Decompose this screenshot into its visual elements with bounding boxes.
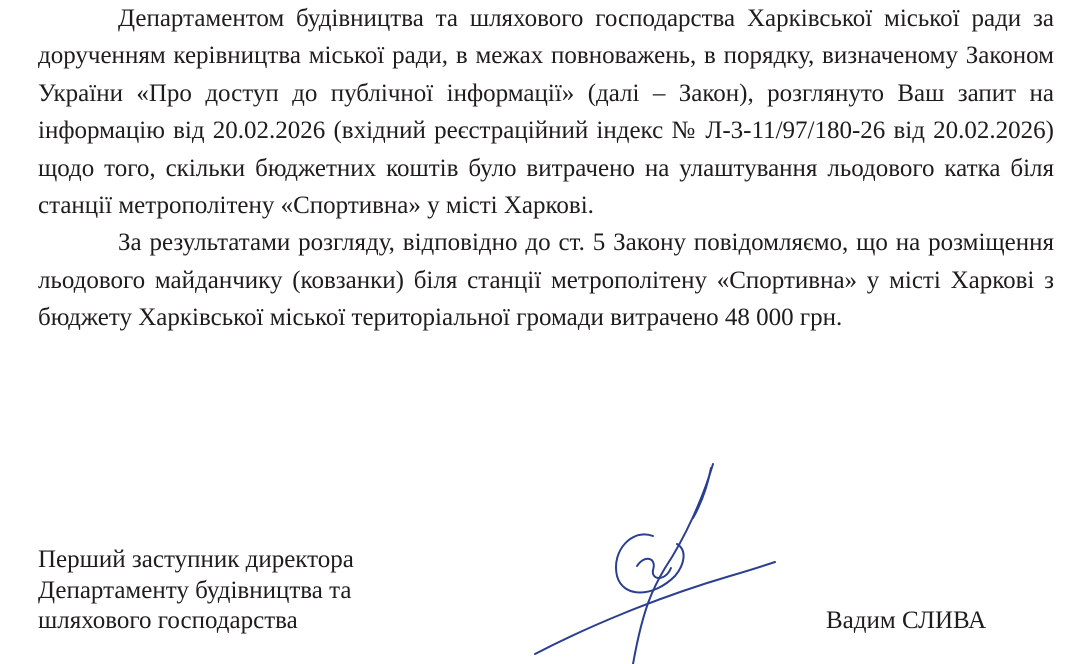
signer-name: Вадим СЛИВА <box>826 607 987 634</box>
signer-position-line-2: Департаменту будівництва та <box>38 576 352 604</box>
signer-position-line-1: Перший заступник директора <box>38 546 354 573</box>
signature-stroke-loop <box>616 534 684 592</box>
letter-body <box>38 0 1054 337</box>
signer-position <box>38 545 354 637</box>
paragraph-request: Департаментом будівництва та шляхового господарства Харківської міської ради за дорученням керівництва міської ради, в межах повноважень, в порядку, визначеному Законом України «Про доступ до публічної інформації» (далі – Закон), розглянуто Ваш запит на інформацію від 20.02.2026 (вхідний реєстраційний індекс № Л-3-11/97/180-26 від 20.02.2026) щодо того, скільки бюджетних коштів було витрачено на улаштування льодового катка біля станції метрополітену «Спортивна» у місті Харкові. <box>38 5 1054 220</box>
handwritten-signature <box>525 458 805 664</box>
signer-position-line-3: шляхового господарства <box>38 607 298 634</box>
signature-stroke-main <box>633 464 713 664</box>
paragraph-response: За результатами розгляду, відповідно до ст. 5 Закону повідомляємо, що на розміщення льодового майданчику (ковзанки) біля станції метрополітену «Спортивна» у місті Харкові з бюджету Харківської міської територіальної громади витрачено 48 000 грн. <box>38 229 1054 332</box>
